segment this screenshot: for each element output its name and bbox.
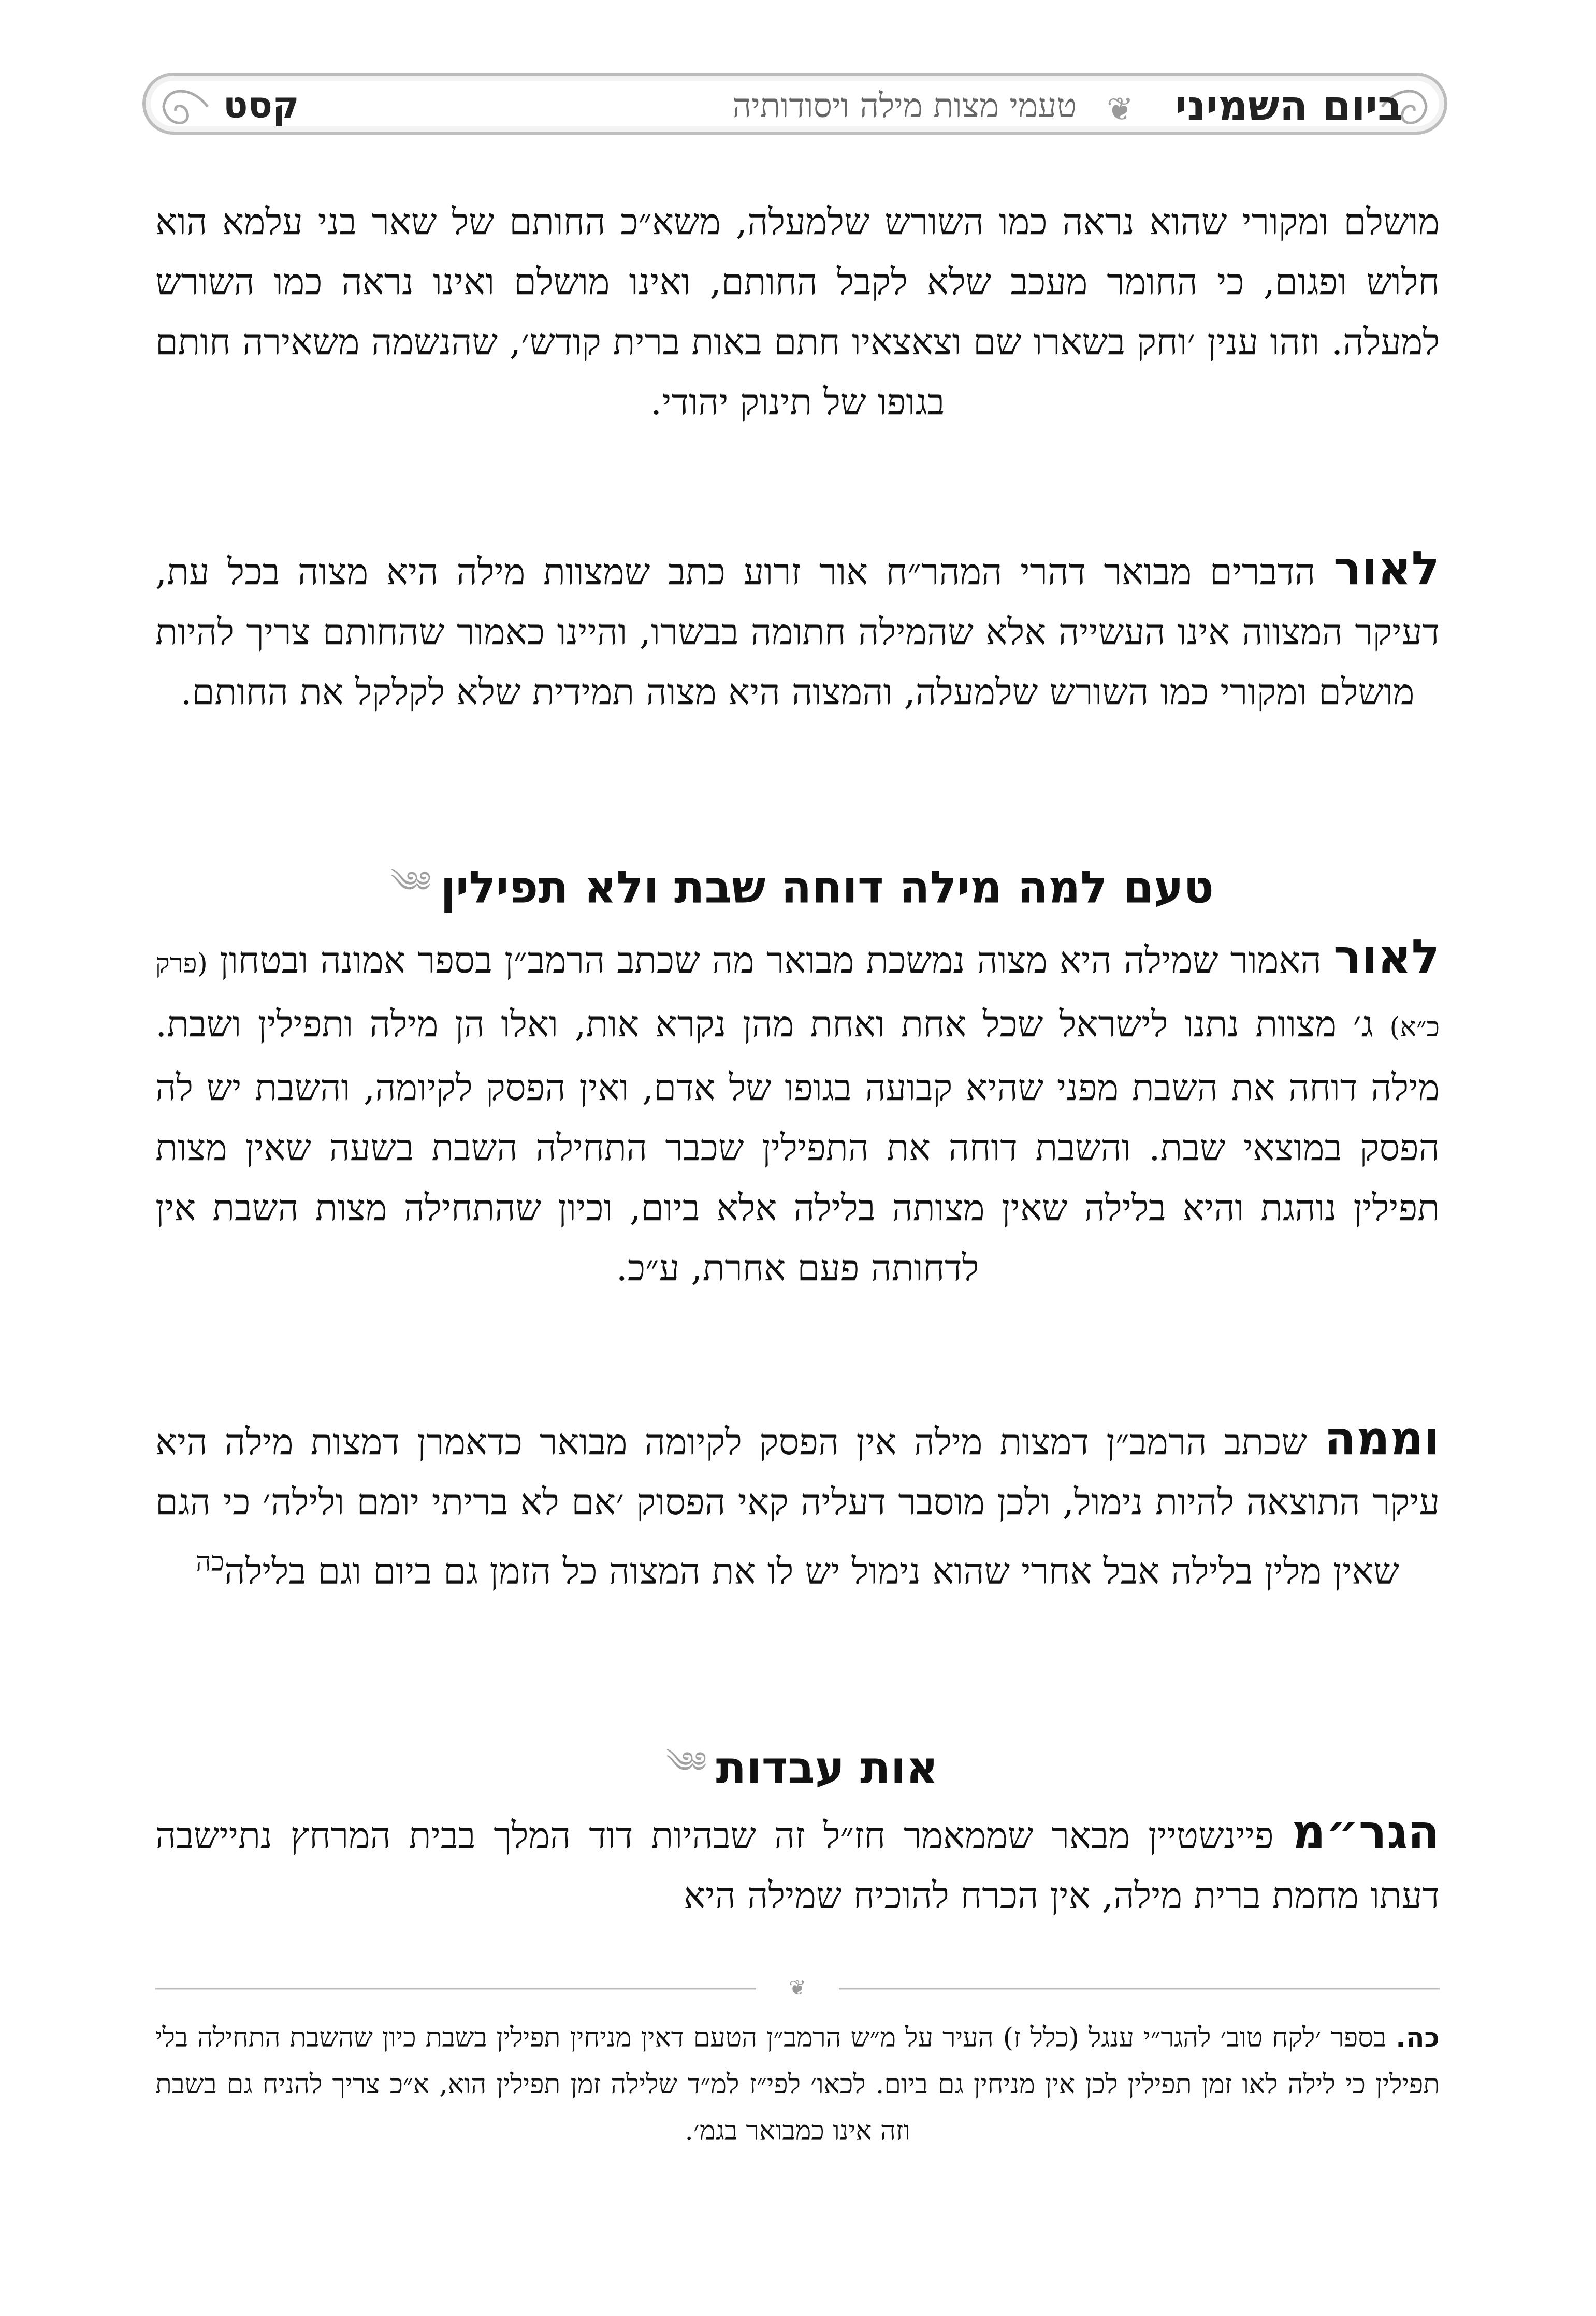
paragraph xyxy=(155,927,1440,1298)
paragraph-lead-word: לאור xyxy=(1333,930,1440,984)
footnote-divider xyxy=(155,1978,1440,1999)
running-subtitle: טעמי מצות מילה ויסודותיה xyxy=(732,87,1077,125)
paragraph xyxy=(155,539,1440,722)
paragraph-text: הדברים מבואר דהרי המהר״ח אור זרוע כתב שמצוות מילה היא מצוה בכל עת, דעיקר המצווה אינו העשייה אלא שהמילה חתומה בבשרו, והיינו כאמור שהחותם צריך להיות מושלם ומקורי כמו השורש שלמעלה, והמצוה היא מצוה תמידית שלא לקלקל את החותם. xyxy=(155,551,1440,713)
running-title: ביום השמיני xyxy=(1174,82,1403,130)
footnote xyxy=(155,2015,1440,2154)
paragraph-lead-word: וממה xyxy=(1324,1411,1440,1466)
heading-ornament-icon: ༄༅ xyxy=(666,1746,707,1779)
header-ornament-icon: ❦ xyxy=(1107,90,1134,128)
section-heading xyxy=(155,1730,1440,1812)
heading-text: אות עבדות xyxy=(716,1742,938,1794)
heading-text: טעם למה מילה דוחה שבת ולא תפילין xyxy=(440,861,1214,914)
footnote-number: כה. xyxy=(1396,2022,1440,2053)
paragraph-text: שכתב הרמב״ן דמצות מילה אין הפסק לקיומה מבואר כדאמרן דמצות מילה היא עיקר התוצאה להיות נימול, ולכן מוסבר דעליה קאי הפסוק ׳אם לא בריתי יומם ולילה׳ כי הגם שאין מלין בלילה אבל אחרי שהוא נימול יש לו את המצוה כל הזמן גם ביום וגם בלילה xyxy=(155,1421,1440,1593)
paragraph-text: האמור שמילה היא מצוה נמשכת מבואר מה שכתב הרמב״ן בספר אמונה ובטחון xyxy=(220,939,1322,981)
paragraph-lead-word: הגר״מ xyxy=(1292,1805,1440,1859)
footnote-marker[interactable]: כה xyxy=(195,1546,225,1577)
page-header xyxy=(142,73,1447,135)
paragraph-text: פיינשטיין מבאר שממאמר חז״ל זה שבהיות דוד המלך בבית המרחץ נתיישבה דעתו מחמת ברית מילה, אין הכרח להוכיח שמילה היא xyxy=(155,1814,1440,1917)
paragraph-continued xyxy=(155,192,1440,432)
footnote-text: בספר ׳לקח טוב׳ להגר״י ענגל (כלל ז) העיר על מ״ש הרמב״ן הטעם דאין מניחין תפילין בשבת כיון שהשבת התחילה בלי תפילין כי לילה לאו זמן תפילין לכן אין מניחין גם ביום. לכאו׳ לפי״ז למ״ד שלילה זמן תפילין הוא, א״כ צריך להניח גם בשבת וזה אינו כמבואר בגמ׳. xyxy=(155,2022,1440,2147)
paragraph-text: מושלם ומקורי שהוא נראה כמו השורש שלמעלה, משא״כ החותם של שאר בני עלמא הוא חלוש ופגום, כי החומר מעכב שלא לקבל החותם, ואינו מושלם ואינו נראה כמו השורש למעלה. וזהו ענין ׳וחק בשארו שם וצאצאיו חתם באות ברית קודש׳, שהנשמה משאירה חותם בגופו של תינוק יהודי. xyxy=(155,200,1440,423)
page-number: קסט xyxy=(223,84,299,126)
paragraph xyxy=(155,1409,1440,1601)
heading-ornament-icon: ༄༅ xyxy=(390,865,431,899)
source-reference: (פרק כ״א) xyxy=(155,948,1440,1043)
paragraph-lead-word: לאור xyxy=(1333,541,1440,596)
paragraph-text: ג׳ מצוות נתנו לישראל שכל אחת ואחת מהן נקרא אות, ואלו הן מילה ותפילין ושבת. מילה דוחה את השבת מפני שהיא קבועה בגופו של אדם, ואין הפסק לקיומה, והשבת יש לה הפסק במוצאי שבת. והשבת דוחה את התפילין שכבר התחילה השבת בשעה שאין מצות תפילין נוהגת והיא בלילה שאין מצותה בלילה אלא ביום, וכיון שהתחילה מצות השבת אין לדחותה פעם אחרת, ע״כ. xyxy=(155,1003,1440,1289)
paragraph xyxy=(155,1802,1440,1926)
section-heading xyxy=(155,849,1440,931)
divider-ornament-icon: ❦ xyxy=(789,1978,806,1999)
